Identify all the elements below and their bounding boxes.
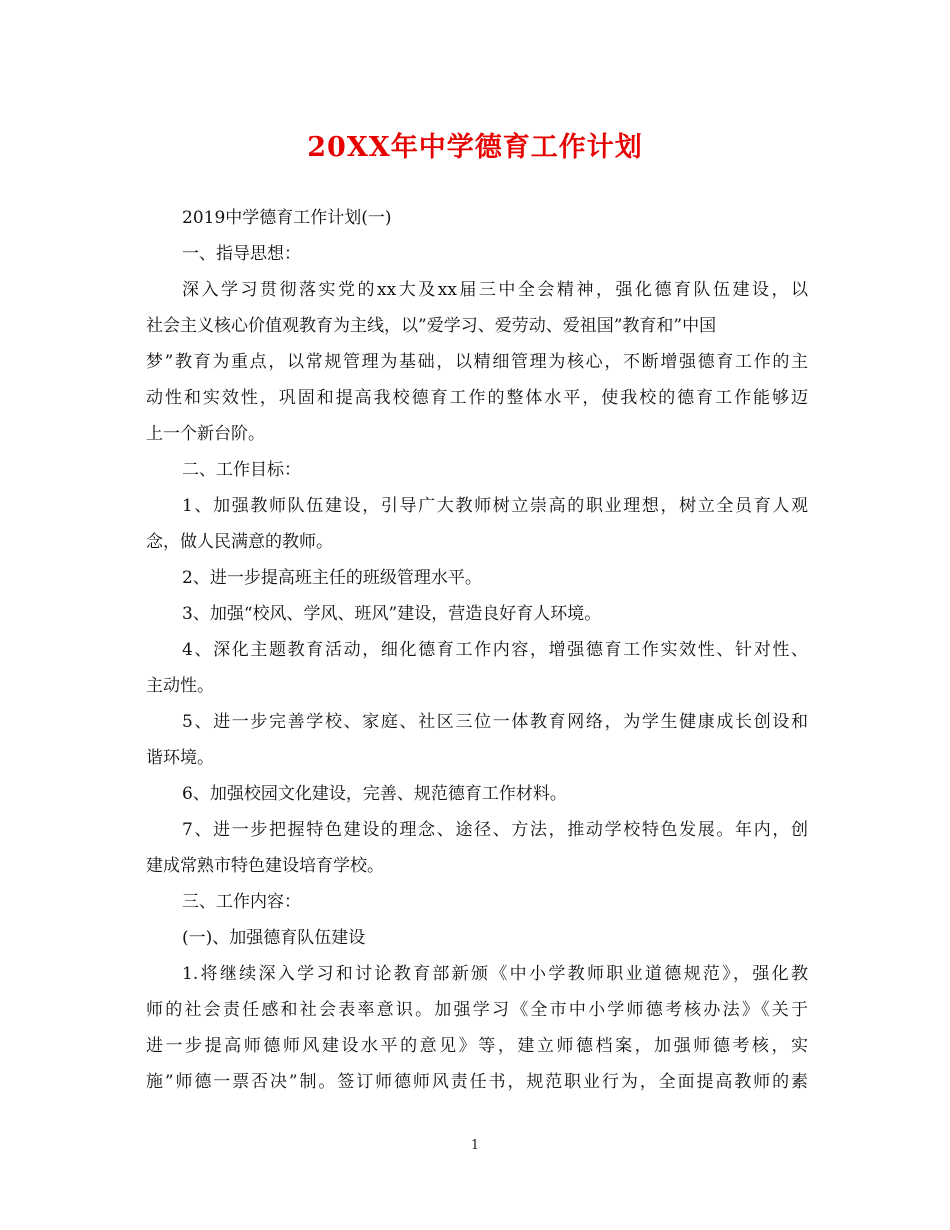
body-text-line: 进一步提高师德师风建设水平的意见》等，建立师德档案，加强师德考核，实 <box>146 1036 808 1056</box>
body-text-line: 5、进一步完善学校、家庭、社区三位一体教育网络，为学生健康成长创设和 <box>182 712 808 732</box>
body-text-line: 二、工作目标： <box>182 460 301 480</box>
body-text-line: 念，做人民满意的教师。 <box>146 532 333 552</box>
body-text-line: 深入学习贯彻落实党的xx大及xx届三中全会精神，强化德育队伍建设，以 <box>182 280 808 300</box>
body-text-line: 一、指导思想： <box>182 244 301 264</box>
body-text-line: (一)、加强德育队伍建设 <box>182 928 366 948</box>
body-text-line: 施”师德一票否决”制。签订师德师风责任书，规范职业行为，全面提高教师的素 <box>146 1072 808 1092</box>
body-text-line: 社会主义核心价值观教育为主线，以”爱学习、爱劳动、爱祖国”教育和”中国 <box>146 316 717 336</box>
body-text-line: 三、工作内容： <box>182 892 301 912</box>
body-text-line: 1.将继续深入学习和讨论教育部新颁《中小学教师职业道德规范》，强化教 <box>182 964 808 984</box>
body-text-line: 6、加强校园文化建设，完善、规范德育工作材料。 <box>182 784 567 804</box>
body-text-line: 师的社会责任感和社会表率意识。加强学习《全市中小学师德考核办法》《关于 <box>146 1000 808 1020</box>
body-text-line: 2019中学德育工作计划(一) <box>182 208 392 228</box>
body-text-line: 谐环境。 <box>146 748 214 768</box>
body-text-line: 动性和实效性，巩固和提高我校德育工作的整体水平，使我校的德育工作能够迈 <box>146 388 808 408</box>
document-body <box>146 200 808 1100</box>
body-text-line: 4、深化主题教育活动，细化德育工作内容，增强德育工作实效性、针对性、 <box>182 640 808 660</box>
body-text-line: 1、加强教师队伍建设，引导广大教师树立崇高的职业理想，树立全员育人观 <box>182 496 808 516</box>
body-text-line: 3、加强“校风、学风、班风”建设，营造良好育人环境。 <box>182 604 602 624</box>
body-text-line: 主动性。 <box>146 676 214 696</box>
body-text-line: 7、进一步把握特色建设的理念、途径、方法，推动学校特色发展。年内，创 <box>182 820 808 840</box>
page-number: 1 <box>470 1138 480 1153</box>
body-text-line: 梦”教育为重点，以常规管理为基础，以精细管理为核心，不断增强德育工作的主 <box>146 352 808 372</box>
document-title: 20XX年中学德育工作计划 <box>307 132 643 163</box>
body-text-line: 建成常熟市特色建设培育学校。 <box>146 856 384 876</box>
body-text-line: 上一个新台阶。 <box>146 424 265 444</box>
body-text-line: 2、进一步提高班主任的班级管理水平。 <box>182 568 482 588</box>
